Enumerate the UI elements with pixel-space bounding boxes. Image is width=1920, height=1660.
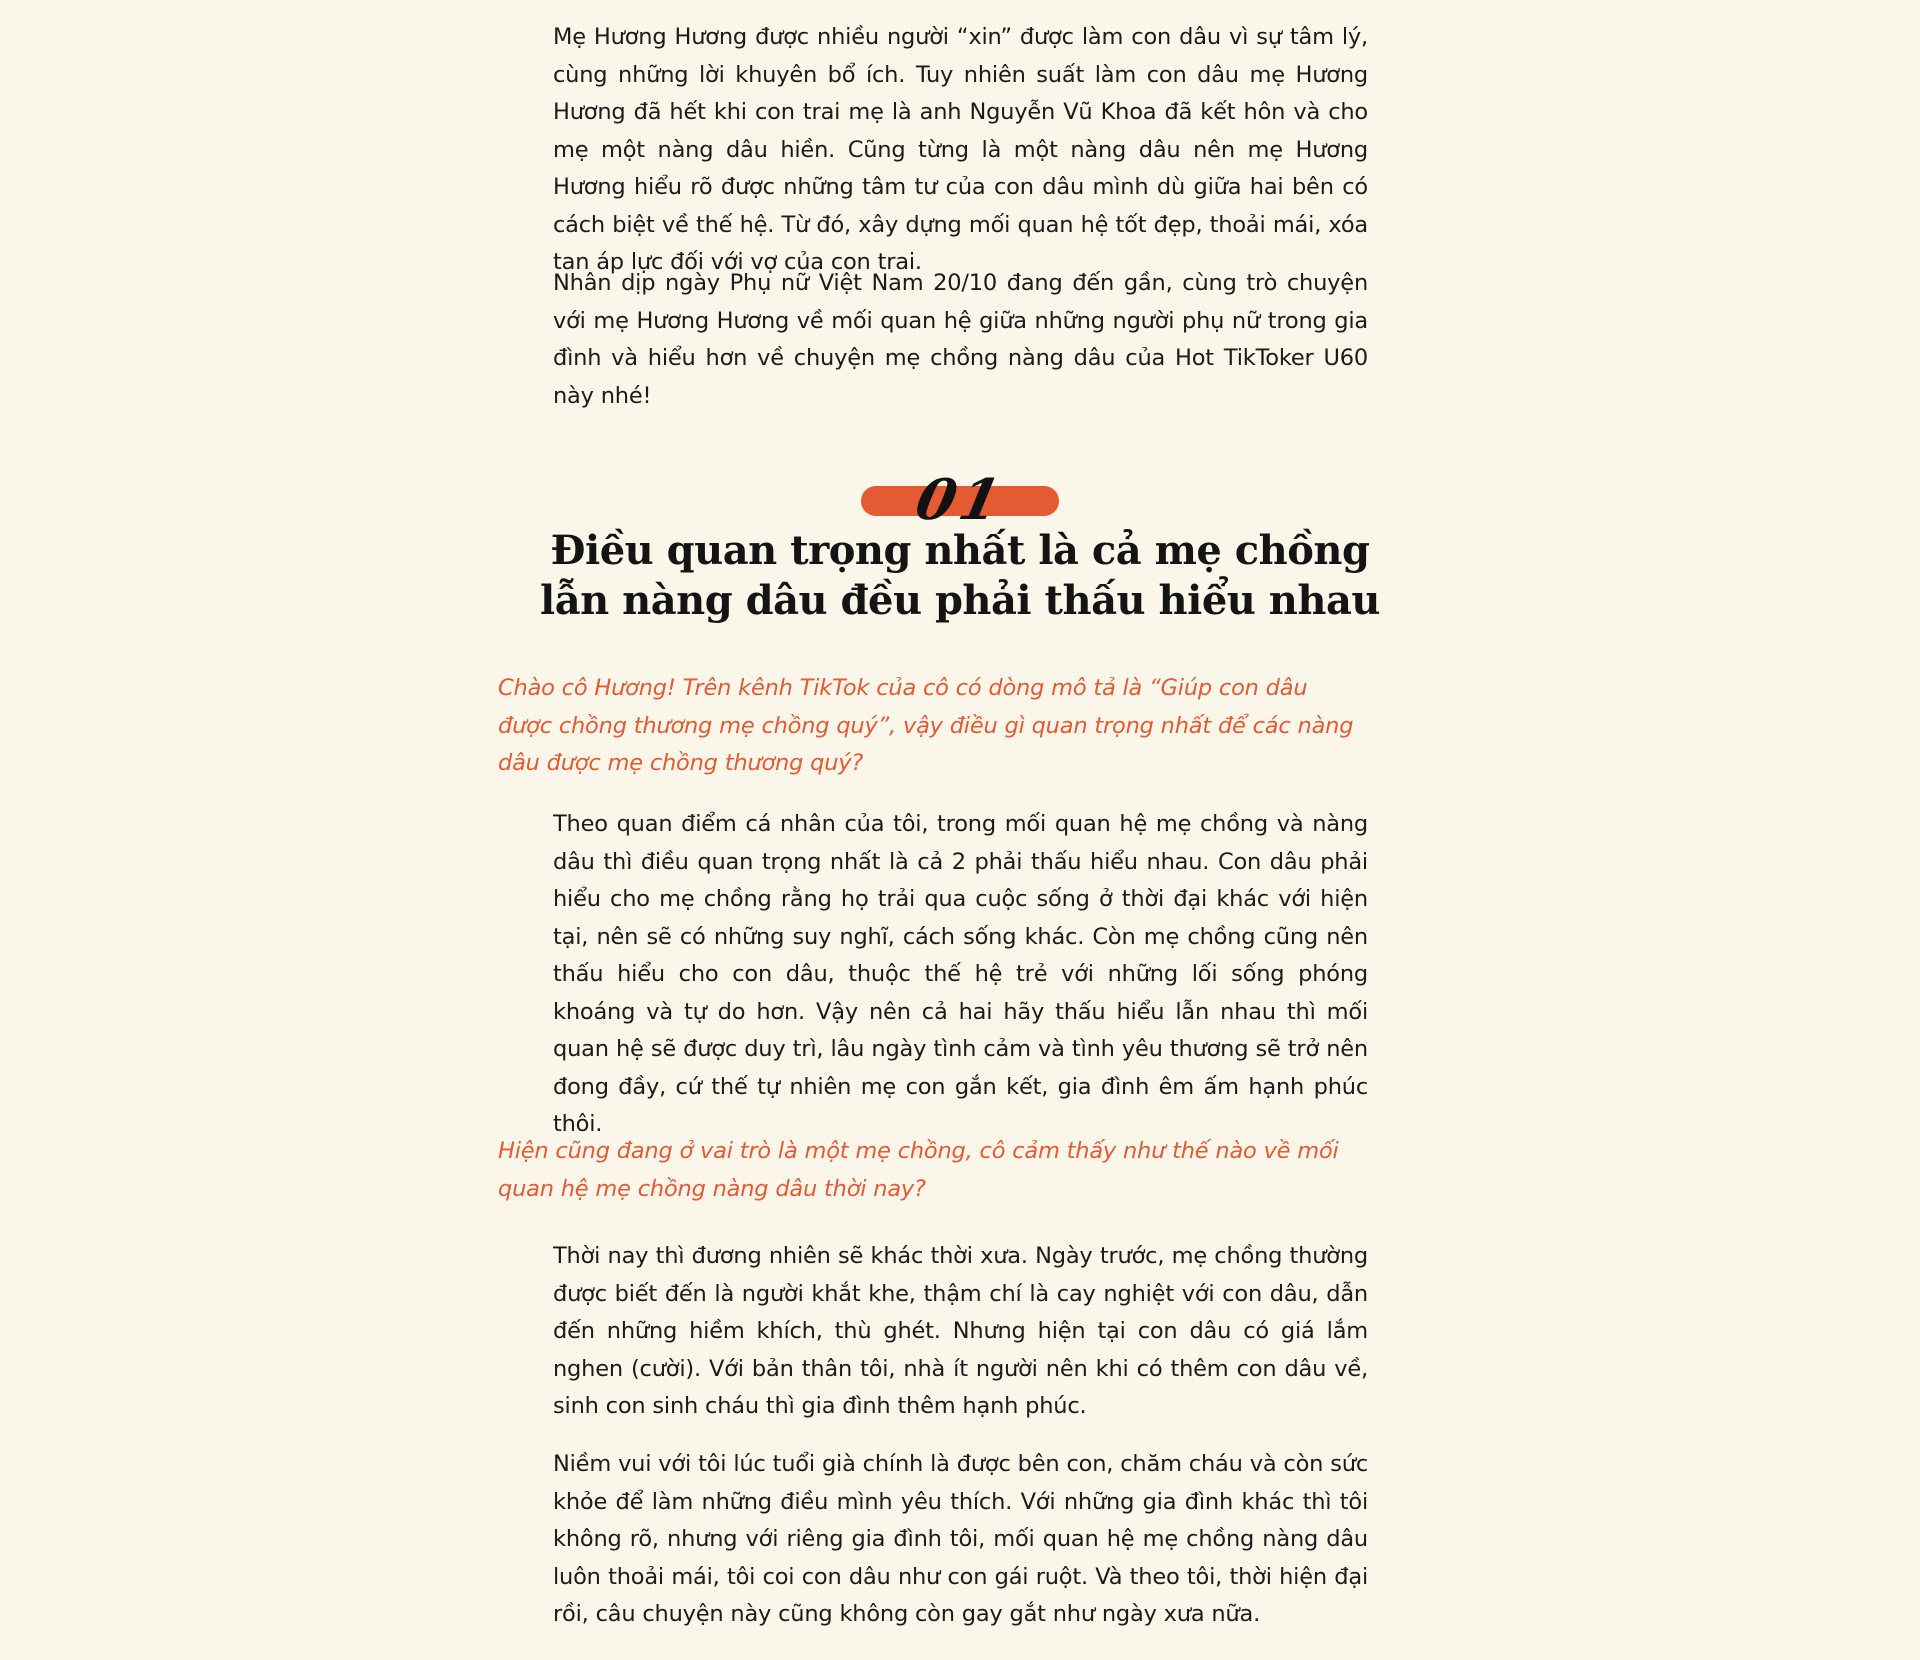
interview-question: Chào cô Hương! Trên kênh TikTok của cô có dòng mô tả là “Giúp con dâu được chồng thương mẹ chồng quý”, vậy điều gì quan trọng nhất để các nàng dâu được mẹ chồng thương quý? — [498, 675, 1354, 776]
interview-answer: Theo quan điểm cá nhân của tôi, trong mối quan hệ mẹ chồng và nàng dâu thì điều quan trọng nhất là cả 2 phải thấu hiểu nhau. Con dâu phải hiểu cho mẹ chồng rằng họ trải qua cuộc sống ở thời đại khác với hiện tại, nên sẽ có những suy nghĩ, cách sống khác. Còn mẹ chồng cũng nên thấu hiểu cho con dâu, thuộc thế hệ trẻ với những lối sống phóng khoáng và tự do hơn. Vậy nên cả hai hãy thấu hiểu lẫn nhau thì mối quan hệ sẽ được duy trì, lâu ngày tình cảm và tình yêu thương sẽ trở nên đong đầy, cứ thế tự nhiên mẹ con gắn kết, gia đình êm ấm hạnh phúc thôi. — [553, 811, 1368, 1137]
section-number: 01 — [910, 467, 1010, 533]
section-heading-line: Điều quan trọng nhất là cả mẹ chồng — [550, 527, 1370, 574]
section-number-badge — [861, 467, 1059, 534]
section-heading-line: lẫn nàng dâu đều phải thấu hiểu nhau — [540, 577, 1380, 624]
interview-answer: Niềm vui với tôi lúc tuổi già chính là được bên con, chăm cháu và còn sức khỏe để làm những điều mình yêu thích. Với những gia đình khác thì tôi không rõ, nhưng với riêng gia đình tôi, mối quan hệ mẹ chồng nàng dâu luôn thoải mái, tôi coi con dâu như con gái ruột. Và theo tôi, thời hiện đại rồi, câu chuyện này cũng không còn gay gắt như ngày xưa nữa. — [553, 1451, 1368, 1627]
intro-paragraph: Mẹ Hương Hương được nhiều người “xin” được làm con dâu vì sự tâm lý, cùng những lời khuyên bổ ích. Tuy nhiên suất làm con dâu mẹ Hương Hương đã hết khi con trai mẹ là anh Nguyễn Vũ Khoa đã kết hôn và cho mẹ một nàng dâu hiền. Cũng từng là một nàng dâu nên mẹ Hương Hương hiểu rõ được những tâm tư của con dâu mình dù giữa hai bên có cách biệt về thế hệ. Từ đó, xây dựng mối quan hệ tốt đẹp, thoải mái, xóa tan áp lực đối với vợ của con trai. — [553, 24, 1368, 275]
section-heading — [480, 526, 1440, 626]
interview-question: Hiện cũng đang ở vai trò là một mẹ chồng, cô cảm thấy như thế nào về mối quan hệ mẹ chồng nàng dâu thời nay? — [498, 1138, 1339, 1202]
interview-answer: Thời nay thì đương nhiên sẽ khác thời xưa. Ngày trước, mẹ chồng thường được biết đến là người khắt khe, thậm chí là cay nghiệt với con dâu, dẫn đến những hiềm khích, thù ghét. Nhưng hiện tại con dâu có giá lắm nghen (cười). Với bản thân tôi, nhà ít người nên khi có thêm con dâu về, sinh con sinh cháu thì gia đình thêm hạnh phúc. — [553, 1243, 1368, 1419]
intro-paragraph: Nhân dịp ngày Phụ nữ Việt Nam 20/10 đang đến gần, cùng trò chuyện với mẹ Hương Hương về mối quan hệ giữa những người phụ nữ trong gia đình và hiểu hơn về chuyện mẹ chồng nàng dâu của Hot TikToker U60 này nhé! — [553, 270, 1368, 409]
